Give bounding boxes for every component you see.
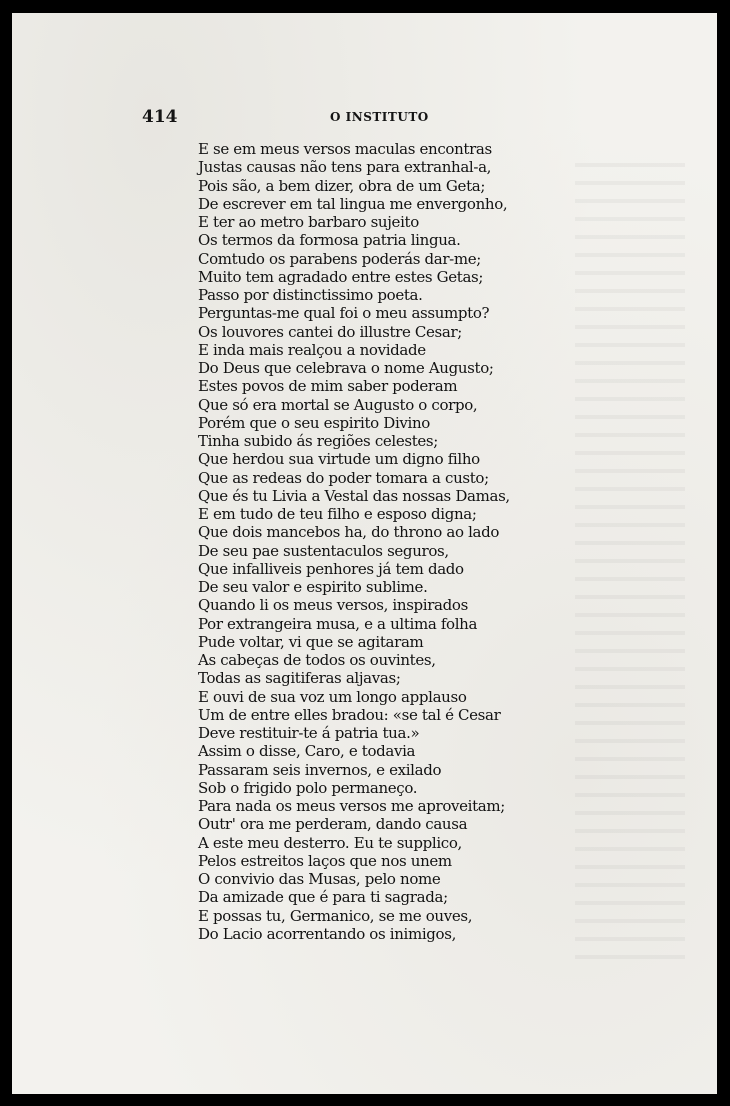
poem-line: Por extrangeira musa, e a ultima folha	[198, 614, 478, 633]
poem-line: Comtudo os parabens poderás dar-me;	[198, 249, 481, 268]
poem-line: Para nada os meus versos me aproveitam;	[198, 797, 505, 815]
poem-line: Um de entre elles bradou: «se tal é Cesar	[198, 705, 501, 724]
poem-line: O convivio das Musas, pelo nome	[198, 870, 441, 888]
poem-line: Passo por distinctissimo poeta.	[198, 286, 423, 304]
poem-line: De escrever em tal lingua me envergonho,	[198, 194, 508, 213]
poem-line: Tinha subido ás regiões celestes;	[198, 432, 438, 450]
poem-line: E em tudo de teu filho e esposo digna;	[198, 505, 477, 523]
poem-line: Sob o frigido polo permaneço.	[198, 778, 418, 797]
poem-line: Da amizade que é para ti sagrada;	[198, 888, 448, 907]
poem-line: Que herdou sua virtude um digno filho	[198, 450, 480, 469]
show-through-texture	[575, 153, 685, 973]
poem-line: Porém que o seu espirito Divino	[198, 413, 430, 432]
poem-line: E inda mais realçou a novidade	[198, 340, 426, 359]
poem-text	[198, 140, 538, 943]
poem-line: De seu valor e espirito sublime.	[198, 578, 428, 596]
poem-line: Outr' ora me perderam, dando causa	[198, 815, 468, 834]
poem-line: Pelos estreitos laços que nos unem	[198, 851, 452, 870]
page-header	[142, 107, 442, 131]
poem-line: Passaram seis invernos, e exilado	[198, 760, 442, 779]
poem-line: Do Deus que celebrava o nome Augusto;	[198, 359, 494, 377]
poem-line: Justas causas não tens para extranhal-a,	[198, 158, 492, 177]
poem-line: Deve restituir-te á patria tua.»	[198, 724, 420, 742]
poem-line: Os termos da formosa patria lingua.	[198, 231, 461, 250]
poem-line: Perguntas-me qual foi o meu assumpto?	[198, 304, 490, 323]
poem-line: Assim o disse, Caro, e todavia	[198, 742, 416, 761]
poem-line: Que as redeas do poder tomara a custo;	[198, 468, 489, 487]
poem-line: Que só era mortal se Augusto o corpo,	[198, 395, 478, 414]
poem-line: Muito tem agradado entre estes Getas;	[198, 267, 484, 286]
poem-line: E possas tu, Germanico, se me ouves,	[198, 906, 473, 925]
poem-line: Que dois mancebos ha, do throno ao lado	[198, 523, 500, 542]
running-title: O INSTITUTO	[330, 110, 429, 124]
poem-line: Estes povos de mim saber poderam	[198, 377, 458, 396]
poem-line: Todas as sagitiferas aljavas;	[198, 669, 401, 688]
page-number: 414	[142, 107, 178, 127]
poem-line: E se em meus versos maculas encontras	[198, 140, 492, 158]
poem-line: E ter ao metro barbaro sujeito	[198, 213, 419, 231]
poem-line: Que infalliveis penhores já tem dado	[198, 559, 464, 578]
poem-line: A este meu desterro. Eu te supplico,	[198, 833, 462, 852]
poem-line: De seu pae sustentaculos seguros,	[198, 541, 449, 560]
book-page	[12, 13, 717, 1094]
poem-line: Do Lacio acorrentando os inimigos,	[198, 924, 456, 943]
poem-line: Pois são, a bem dizer, obra de um Geta;	[198, 176, 486, 195]
poem-line: Os louvores cantei do illustre Cesar;	[198, 322, 463, 341]
poem-line: E ouvi de sua voz um longo applauso	[198, 687, 467, 706]
poem-line: As cabeças de todos os ouvintes,	[198, 651, 436, 669]
poem-line: Que és tu Livia a Vestal das nossas Damas,	[198, 486, 510, 505]
poem-line: Pude voltar, vi que se agitaram	[198, 632, 424, 651]
poem-line: Quando li os meus versos, inspirados	[198, 596, 468, 615]
